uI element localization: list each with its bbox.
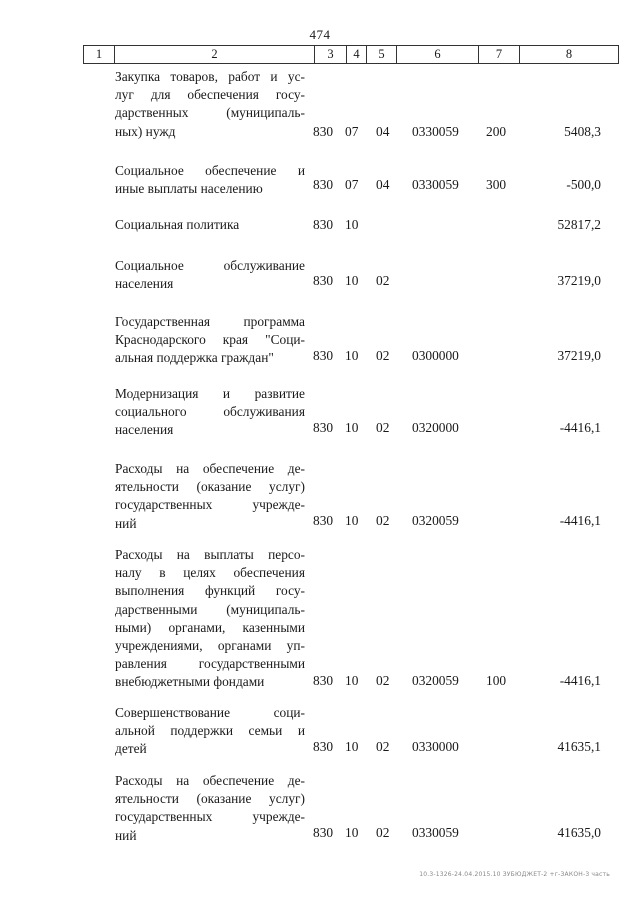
row-name [115, 385, 305, 440]
cell-ministry: 830 [313, 177, 334, 192]
cell-section: 10 [345, 739, 359, 754]
cell-amount: -4416,1 [559, 513, 601, 528]
cell-expense-type: 100 [486, 673, 507, 688]
cell-amount: 41635,1 [557, 739, 601, 754]
cell-expense-type: 300 [486, 177, 507, 192]
cell-subsection: 04 [376, 177, 390, 192]
header-col-5: 5 [367, 46, 397, 63]
cell-ministry: 830 [313, 513, 334, 528]
cell-ministry: 830 [313, 420, 334, 435]
row-name-line: Социальное обслуживание [115, 258, 305, 273]
cell-subsection: 02 [376, 825, 390, 840]
header-col-8: 8 [565, 47, 573, 61]
cell-amount: -4416,1 [559, 420, 601, 435]
cell-target-article: 0300000 [412, 348, 459, 363]
cell-target-article: 0330059 [412, 177, 459, 192]
cell-ministry: 830 [313, 273, 334, 288]
row-name-line: учреждениями, органами уп- [115, 638, 305, 654]
table-row [0, 460, 640, 530]
row-name [115, 460, 305, 533]
cell-ministry: 830 [313, 739, 334, 754]
table-row [0, 546, 640, 690]
cell-expense-type: 200 [486, 124, 507, 139]
row-name [115, 772, 305, 845]
cell-amount: -500,0 [566, 177, 601, 192]
row-name [115, 313, 305, 368]
cell-ministry: 830 [313, 348, 334, 363]
page-number: 474 [309, 27, 331, 42]
cell-section: 10 [345, 348, 359, 363]
row-name-line: Совершенствование соци- [115, 705, 305, 720]
header-col-6: 6 [397, 46, 479, 63]
table-row [0, 772, 640, 842]
cell-subsection: 02 [376, 348, 390, 363]
row-name-line: ний [115, 515, 137, 531]
row-name-line: детей [115, 741, 147, 757]
row-name-line: государственных учрежде- [115, 809, 305, 825]
row-name-line: равления государственными [115, 656, 305, 672]
cell-target-article: 0330000 [412, 739, 459, 754]
table-header [83, 45, 619, 64]
cell-amount: 52817,2 [557, 217, 601, 232]
table-row [0, 162, 640, 197]
cell-section: 10 [345, 217, 359, 232]
header-col-3: 3 [315, 46, 347, 63]
cell-target-article: 0320059 [412, 673, 459, 688]
row-name-line: Модернизация и развитие [115, 386, 305, 401]
row-name [115, 257, 305, 293]
cell-subsection: 02 [376, 739, 390, 754]
cell-section: 10 [345, 273, 359, 288]
header-col-4: 4 [347, 46, 367, 63]
cell-target-article: 0330059 [412, 825, 459, 840]
row-name-line: государственных учрежде- [115, 497, 305, 513]
cell-ministry: 830 [313, 217, 334, 232]
cell-ministry: 830 [313, 124, 334, 139]
row-name [115, 216, 305, 234]
table-row [0, 313, 640, 365]
cell-ministry: 830 [313, 673, 334, 688]
row-name-line: дарственных (муниципаль- [115, 105, 305, 121]
row-name-line: Социальное обеспечение и [115, 163, 305, 178]
row-name-line: социального обслуживания [115, 404, 305, 420]
cell-amount: 5408,3 [564, 124, 601, 139]
row-name-line: альной поддержки семьи и [115, 723, 305, 739]
header-col-2: 2 [115, 46, 315, 63]
row-name-line: дарственными (муниципаль- [115, 601, 305, 617]
cell-section: 10 [345, 513, 359, 528]
row-name [115, 704, 305, 759]
footer-document-code: 10.3-1326-24.04.2015.10 ЗУБЮДЖЕТ-2 +г-ЗАКОН-3 часть [419, 871, 610, 878]
cell-subsection: 02 [376, 673, 390, 688]
table-row [0, 216, 640, 234]
row-name-line: иные выплаты населению [115, 181, 263, 197]
row-name-line: ятельности (оказание услуг) [115, 479, 305, 495]
row-name-line: налу в целях обеспечения [115, 565, 305, 581]
cell-ministry: 830 [313, 825, 334, 840]
row-name-line: ятельности (оказание услуг) [115, 791, 305, 807]
header-col-7: 7 [479, 46, 520, 63]
row-name-line: Расходы на обеспечение де- [115, 773, 305, 788]
row-name-line: альная поддержка граждан" [115, 350, 274, 366]
row-name [115, 68, 305, 141]
cell-section: 10 [345, 420, 359, 435]
cell-target-article: 0320059 [412, 513, 459, 528]
table-row [0, 257, 640, 290]
cell-target-article: 0320000 [412, 420, 459, 435]
row-name-line: ными) органами, казенными [115, 619, 305, 635]
cell-amount: -4416,1 [559, 673, 601, 688]
cell-subsection: 02 [376, 513, 390, 528]
cell-section: 07 [345, 177, 359, 192]
cell-section: 07 [345, 124, 359, 139]
row-name-line: населения [115, 422, 174, 438]
row-name-line: Расходы на выплаты персо- [115, 547, 305, 562]
row-name-line: Социальная политика [115, 217, 240, 232]
row-name-line: Расходы на обеспечение де- [115, 461, 305, 476]
row-name [115, 546, 305, 692]
row-name-line: выполнения функций госу- [115, 583, 305, 599]
cell-amount: 41635,0 [557, 825, 601, 840]
row-name-line: ных) нужд [115, 123, 176, 139]
cell-amount: 37219,0 [557, 273, 601, 288]
table-row [0, 704, 640, 756]
cell-section: 10 [345, 673, 359, 688]
cell-section: 10 [345, 825, 359, 840]
row-name-line: луг для обеспечения госу- [115, 87, 305, 103]
cell-subsection: 02 [376, 273, 390, 288]
cell-amount: 37219,0 [557, 348, 601, 363]
row-name-line: ний [115, 827, 137, 843]
header-col-1: 1 [84, 46, 115, 63]
row-name-line: Закупка товаров, работ и ус- [115, 69, 305, 84]
table-row [0, 385, 640, 437]
row-name-line: населения [115, 276, 174, 292]
row-name-line: Государственная программа [115, 314, 305, 329]
row-name-line: внебюджетными фондами [115, 674, 265, 690]
table-row [0, 68, 640, 141]
cell-subsection: 04 [376, 124, 390, 139]
row-name [115, 162, 305, 198]
cell-target-article: 0330059 [412, 124, 459, 139]
cell-subsection: 02 [376, 420, 390, 435]
row-name-line: Краснодарского края "Соци- [115, 332, 305, 348]
